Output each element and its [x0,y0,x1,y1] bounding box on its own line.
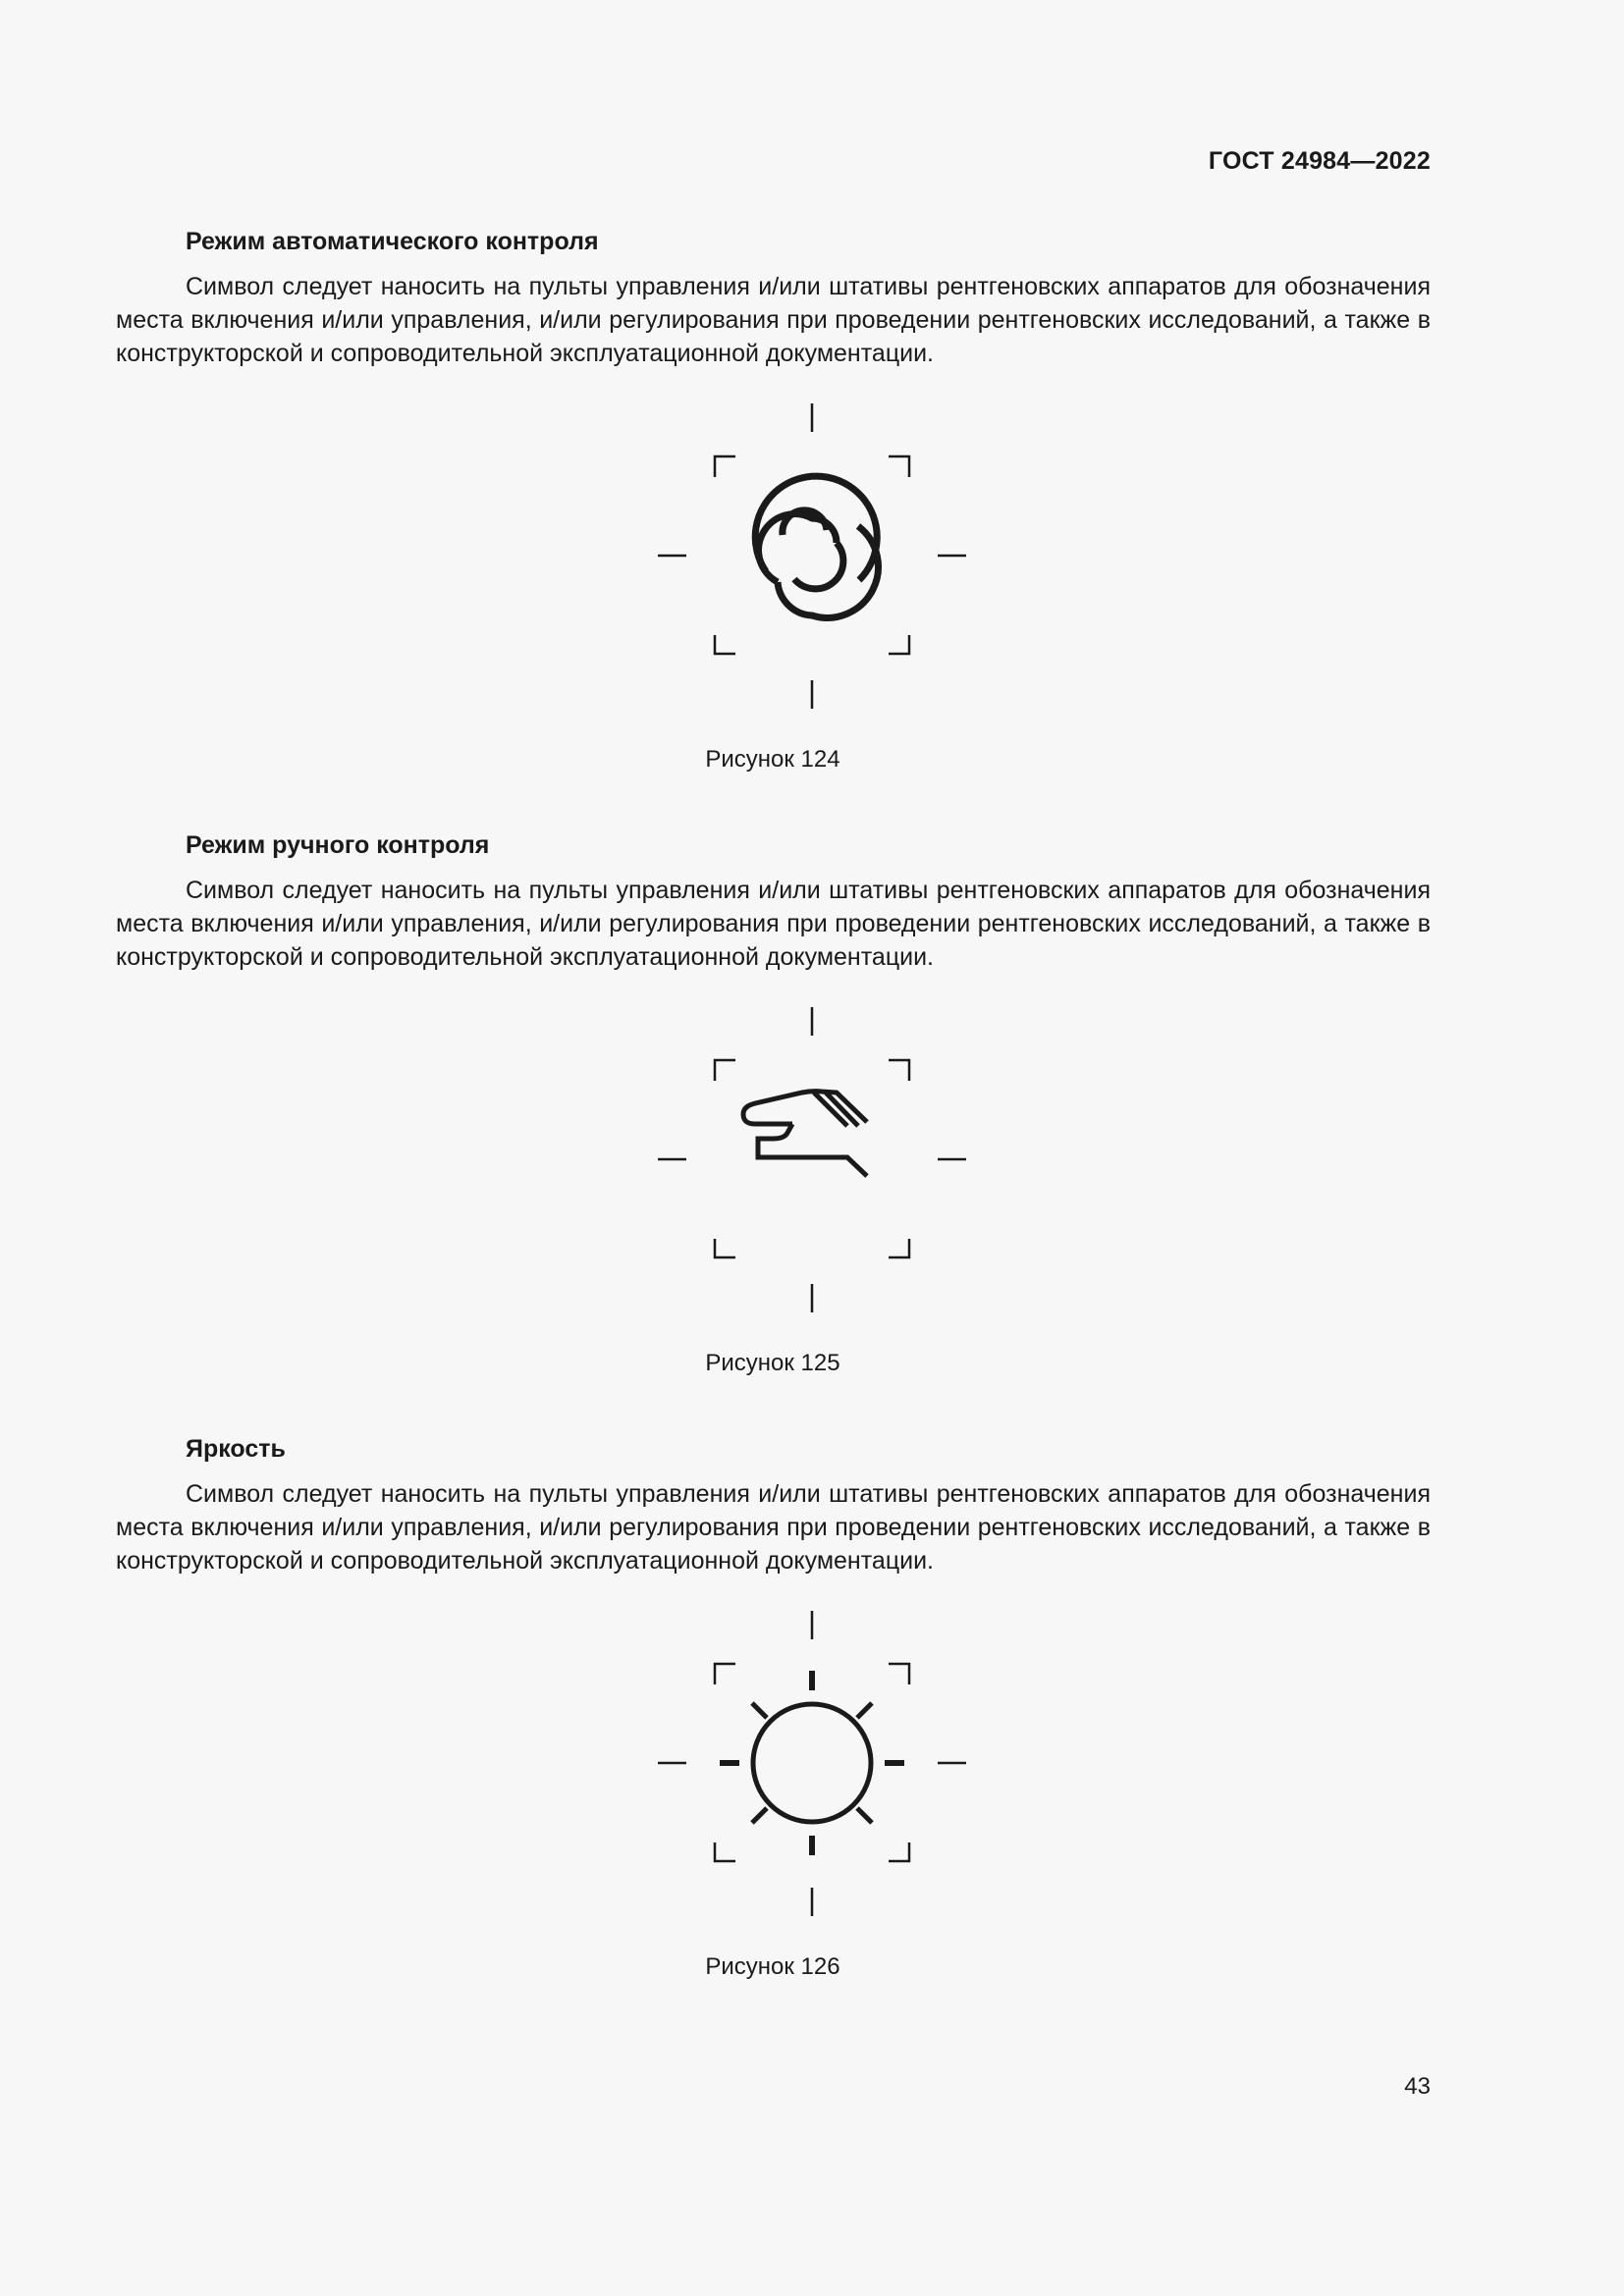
section-heading: Режим автоматического контроля [186,228,599,255]
section-heading: Режим ручного контроля [186,831,490,859]
manual-control-hand-icon [655,1004,969,1318]
section-heading: Яркость [186,1435,286,1463]
section-text: Символ следует наносить на пульты управления и/или штативы рентгеновских аппаратов для обозначения места включения и/или управления, и/или регулирования при проведении рентгеновских исследований, а также в конструкторской и сопроводительной эксплуатационной документации. [116,273,1431,367]
figure-caption: Рисунок 124 [705,746,840,773]
figure-126 [0,1608,1624,1902]
section-text: Символ следует наносить на пульты управления и/или штативы рентгеновских аппаратов для обозначения места включения и/или управления, и/или регулирования при проведении рентгеновских исследований, а также в конструкторской и сопроводительной эксплуатационной документации. [116,877,1431,971]
brightness-sun-icon [655,1608,969,1922]
section-brightness [116,1432,1431,1577]
section-manual-control [116,828,1431,974]
figure-124 [0,400,1624,695]
auto-control-spiral-icon [655,400,969,715]
document-code: ГОСТ 24984—2022 [1208,147,1431,175]
figure-caption: Рисунок 125 [705,1350,840,1376]
section-text: Символ следует наносить на пульты управления и/или штативы рентгеновских аппаратов для обозначения места включения и/или управления, и/или регулирования при проведении рентгеновских исследований, а также в конструкторской и сопроводительной эксплуатационной документации. [116,1480,1431,1575]
figure-caption: Рисунок 126 [705,1953,840,1980]
section-auto-control [116,225,1431,370]
page-number: 43 [1404,2073,1431,2100]
figure-125 [0,1004,1624,1299]
